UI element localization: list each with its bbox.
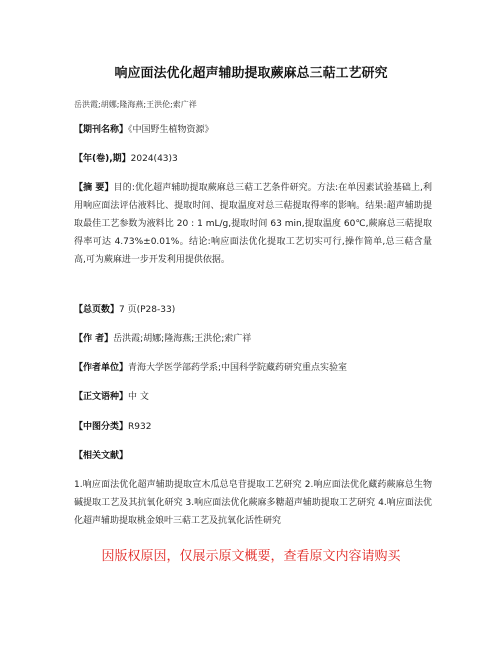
language-value: 中 文 [128,392,149,402]
journal-label: 【期刊名称】 [74,125,129,135]
year-issue-row [74,150,430,168]
authors-label: 【作 者】 [74,334,114,344]
clc-value: R932 [128,422,152,432]
pages-row [74,301,430,319]
language-label: 【正文语种】 [74,392,129,402]
affiliation-value: 青海大学医学部药学系;中国科学院藏药研究重点实验室 [128,363,348,373]
abstract-block [74,179,432,269]
year-issue-label: 【年(卷),期】 [74,154,131,164]
journal-row [74,121,430,139]
abstract-label: 【摘 要】 [74,183,114,193]
journal-value: 《中国野生植物资源》 [128,125,214,135]
related-label: 【相关文献】 [74,451,129,461]
abstract-text: 目的:优化超声辅助提取蕨麻总三萜工艺条件研究。方法:在单因素试验基础上,利用响应面法评估液料比、提取时间、提取温度对总三萜提取得率的影响。结果:超声辅助提取最佳工艺参数为液料比 20 : 1 mL/g,提取时间 63 min,提取温度 60℃,蕨麻总三萜提取得率可达 4.73%±0.01%。结论:响应面法优化提取工艺切实可行,操作简单,总三萜含量高,可为蕨麻进一步开发利用提供依据。 [74,183,432,265]
language-row [74,388,430,406]
document-title: 响应面法优化超声辅助提取蕨麻总三萜工艺研究 [114,66,388,81]
related-list: 1.响应面法优化超声辅助提取宣木瓜总皂苷提取工艺研究 2.响应面法优化藏药蕨麻总生物碱提取工艺及其抗氧化研究 3.响应面法优化蕨麻多糖超声辅助提取工艺研究 4.响应面法优化超声辅助提取桃金娘叶三萜工艺及抗氧化活性研究 [74,480,432,526]
affiliation-label: 【作者单位】 [74,363,129,373]
clc-label: 【中图分类】 [74,422,129,432]
authors-line: 岳洪霞;胡娜;隆海燕;王洪伦;索广祥 [74,100,197,109]
pages-label: 【总页数】 [74,305,120,315]
copyright-notice[interactable]: 因版权原因，仅展示原文概要，查看原文内容请购买 [101,549,401,564]
authors-value: 岳洪霞;胡娜;隆海燕;王洪伦;索广祥 [113,334,252,344]
pages-value: 7 页(P28-33) [119,305,176,315]
clc-row [74,418,430,436]
related-row [74,447,430,465]
year-issue-value: 2024(43)3 [130,154,178,164]
affiliation-row [74,359,430,377]
authors-row [74,330,430,348]
